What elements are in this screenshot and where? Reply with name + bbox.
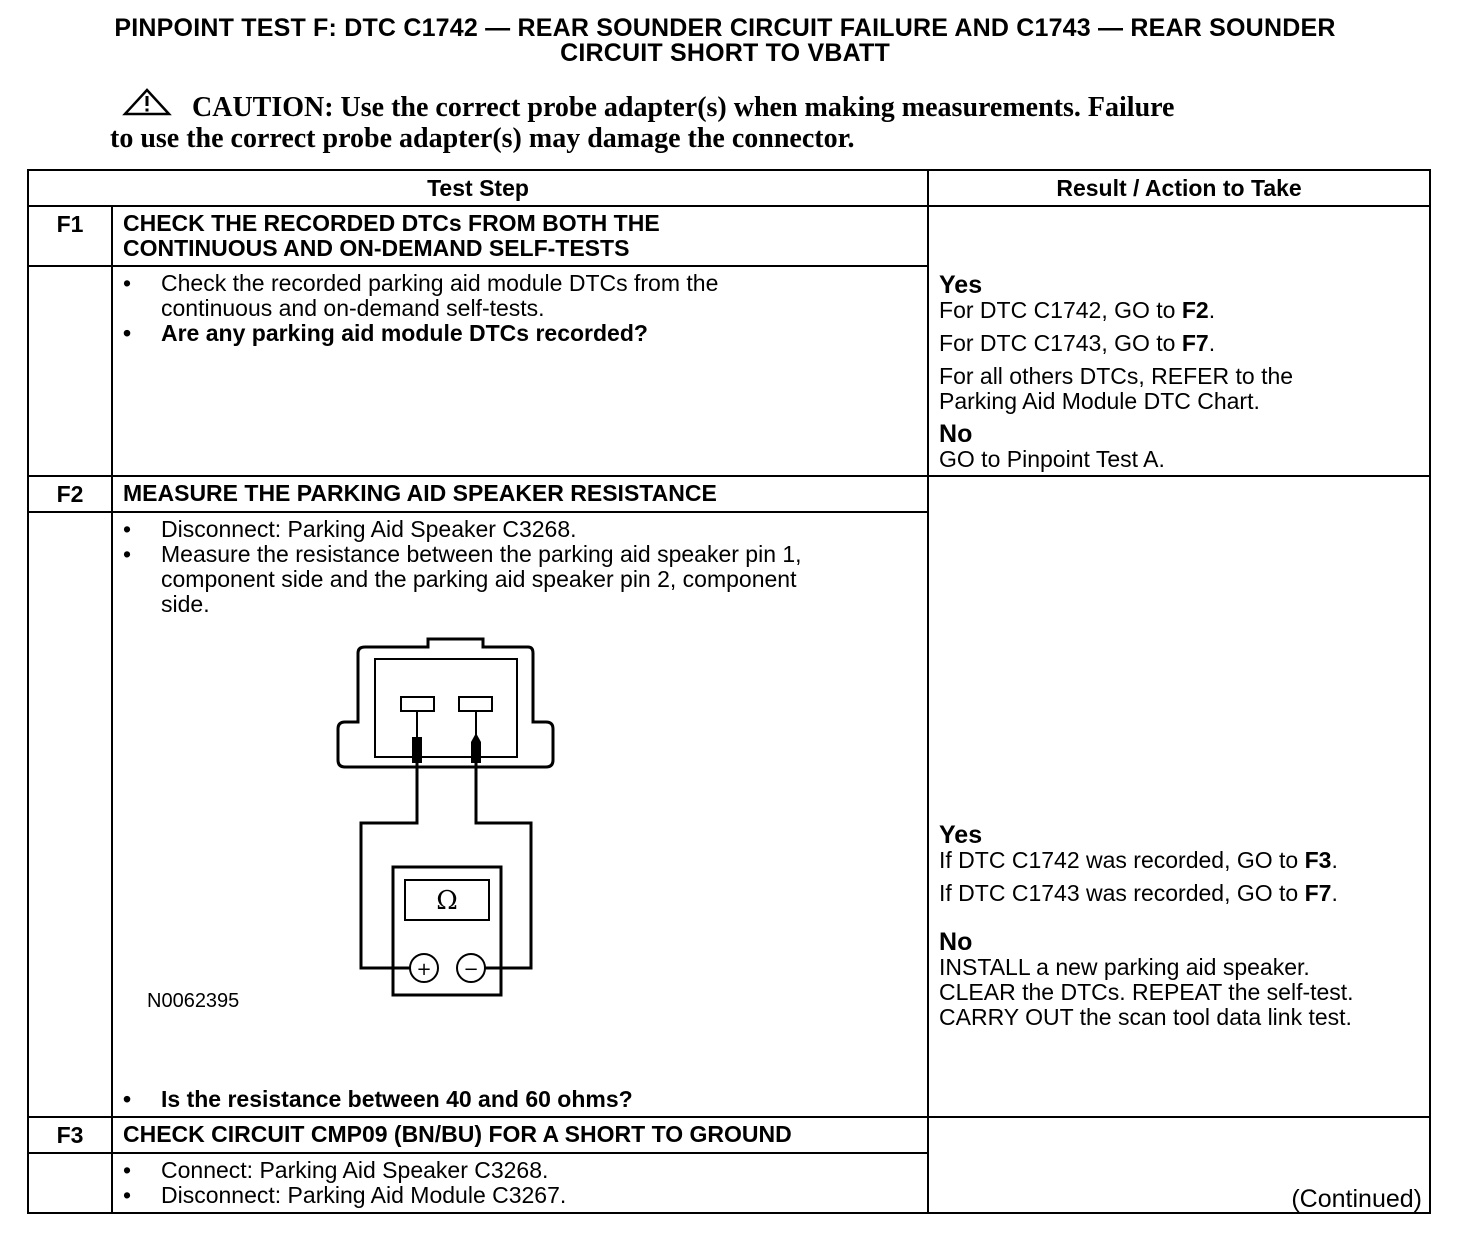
f2-no-line-1: INSTALL a new parking aid speaker.	[939, 954, 1310, 980]
f2-no-line-3: CARRY OUT the scan tool data link test.	[939, 1004, 1352, 1030]
step-f1-result	[928, 206, 1430, 476]
f2-yes-line-2: If DTC C1743 was recorded, GO to F7.	[939, 880, 1338, 906]
f2-no-label: No	[939, 928, 973, 956]
f2-yes-line-1-text: If DTC C1742 was recorded, GO to	[939, 847, 1305, 873]
step-f1-heading-line-1: CHECK THE RECORDED DTCs FROM BOTH THE	[123, 210, 660, 236]
step-f2-heading-row	[28, 476, 1430, 512]
continued-label: (Continued)	[1291, 1185, 1422, 1213]
f2-goto-f7: F7	[1304, 880, 1332, 906]
connector-ohmmeter-figure	[113, 627, 913, 1057]
f1-yes-line-4: Parking Aid Module DTC Chart.	[939, 388, 1260, 414]
f2-bullet-2	[113, 542, 919, 617]
step-id-f1: F1	[28, 206, 112, 266]
title-line-1: PINPOINT TEST F: DTC C1742 — REAR SOUNDER CIRCUIT FAILURE AND C1743 — REAR SOUNDER	[114, 14, 1336, 42]
step-f2-heading: MEASURE THE PARKING AID SPEAKER RESISTANCE	[112, 476, 928, 512]
step-f1-heading-row	[28, 206, 1430, 266]
page-title	[20, 16, 1430, 66]
table-header-row	[28, 170, 1430, 206]
ohm-symbol: Ω	[436, 886, 458, 916]
probe-2	[471, 733, 481, 763]
warning-triangle-icon	[122, 88, 172, 118]
f2-goto-f3: F3	[1304, 847, 1332, 873]
step-f3-blank	[28, 1153, 112, 1213]
f2-yes-label: Yes	[939, 821, 983, 849]
caution-line-2: to use the correct probe adapter(s) may damage the connector.	[110, 123, 855, 154]
figure-id: N0062395	[147, 990, 240, 1012]
step-f2-blank	[28, 512, 112, 1117]
speaker-resistance-diagram	[113, 617, 919, 1087]
f1-bullet-2: • Are any parking aid module DTCs recorded?	[113, 321, 919, 346]
f2-yes-line-1: If DTC C1742 was recorded, GO to F3.	[939, 847, 1338, 873]
connector-inner-face	[375, 659, 517, 757]
step-f3-heading: CHECK CIRCUIT CMP09 (BN/BU) FOR A SHORT TO GROUND	[112, 1117, 928, 1153]
step-f1-heading-line-2: CONTINUOUS AND ON-DEMAND SELF-TESTS	[123, 235, 630, 261]
f1-yes-line-3: For all others DTCs, REFER to the	[939, 363, 1294, 389]
step-f1-blank	[28, 266, 112, 476]
f1-no-label: No	[939, 420, 973, 448]
f2-bullet-2-line-1: • Measure the resistance between the parking aid speaker pin 1,	[161, 541, 802, 567]
f1-yes-line-2-text: For DTC C1743, GO to	[939, 330, 1182, 356]
pinpoint-test-table	[27, 169, 1431, 1214]
step-id-f3: F3	[28, 1117, 112, 1153]
step-f1-heading	[112, 206, 928, 266]
header-test-step: Test Step	[28, 170, 928, 206]
caution-note	[110, 92, 1340, 154]
f2-bullet-2-line-2: component side and the parking aid speaker pin 2, component	[161, 566, 797, 592]
minus-sign: −	[463, 959, 479, 980]
f2-no-line-2: CLEAR the DTCs. REPEAT the self-test.	[939, 979, 1354, 1005]
step-f2-result	[928, 476, 1430, 1117]
f1-yes-line-2: For DTC C1743, GO to F7.	[939, 330, 1216, 356]
plus-sign: +	[416, 959, 432, 980]
f1-bullet-1-line-2: continuous and on-demand self-tests.	[161, 295, 545, 321]
f3-bullet-2: • Disconnect: Parking Aid Module C3267.	[113, 1183, 919, 1208]
step-f1-body	[112, 266, 928, 476]
title-line-2: CIRCUIT SHORT TO VBATT	[560, 39, 890, 67]
f1-bullet-1	[113, 271, 919, 321]
f3-bullet-1: • Connect: Parking Aid Speaker C3268.	[113, 1158, 919, 1183]
step-f3-heading-row	[28, 1117, 1430, 1153]
f1-yes-line-1-text: For DTC C1742, GO to	[939, 297, 1182, 323]
f1-goto-f2: F2	[1181, 297, 1209, 323]
f1-goto-f7: F7	[1181, 330, 1209, 356]
f1-no-line-1: GO to Pinpoint Test A.	[939, 446, 1165, 472]
probe-1	[412, 737, 422, 763]
f1-bullet-1-line-1: • Check the recorded parking aid module DTCs from the	[161, 270, 719, 296]
step-f2-body	[112, 512, 928, 1117]
f2-bullet-1: • Disconnect: Parking Aid Speaker C3268.	[113, 517, 919, 542]
f2-bullet-3: • Is the resistance between 40 and 60 ohms?	[113, 1087, 919, 1112]
pin-1-terminal	[401, 697, 434, 711]
f1-yes-label: Yes	[939, 271, 983, 299]
f2-bullet-2-line-3: side.	[161, 591, 210, 617]
f2-yes-line-2-text: If DTC C1743 was recorded, GO to	[939, 880, 1305, 906]
caution-line-1: CAUTION: Use the correct probe adapter(s) when making measurements. Failure	[192, 92, 1175, 123]
pin-2-terminal	[459, 697, 492, 711]
header-result: Result / Action to Take	[928, 170, 1430, 206]
step-f3-body	[112, 1153, 928, 1213]
step-id-f2: F2	[28, 476, 112, 512]
f1-yes-line-1: For DTC C1742, GO to F2.	[939, 297, 1216, 323]
